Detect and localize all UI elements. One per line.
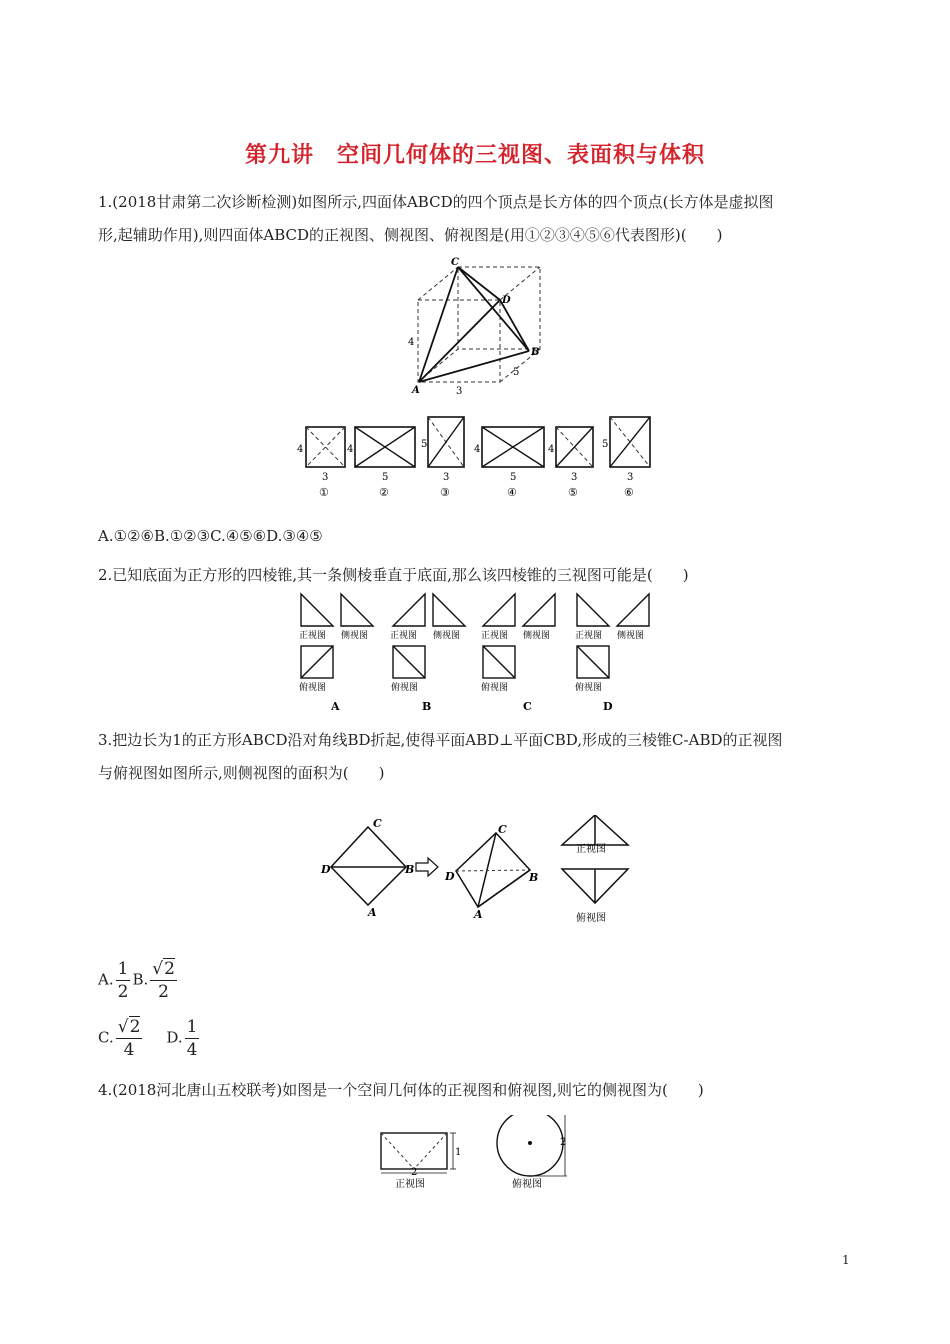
q3-fold-figure [318, 815, 638, 930]
q1-label-depth: 5 [513, 367, 520, 378]
q2-d-front-label: 正视图 [575, 631, 603, 641]
q1-view-4-bottom: 5 [510, 472, 517, 483]
q3-option-d-fraction: $\frac{1}{4}$ [186, 1017, 198, 1060]
q1-label-a: A [412, 385, 420, 396]
q3-pyramid-a: A [474, 908, 483, 921]
question-3-text [98, 724, 858, 790]
q3-front-label: 正视图 [576, 844, 606, 855]
q3-option-c-fraction: $\frac{√2}{4}$ [117, 1017, 141, 1060]
q2-b-front-label: 正视图 [390, 631, 418, 641]
q4-top-label: 俯视图 [512, 1179, 542, 1190]
q2-a-side-label: 侧视图 [341, 631, 369, 641]
q1-view-3-side: 5 [421, 439, 428, 450]
q2-c-front-label: 正视图 [481, 631, 509, 641]
q3-square-b: B [405, 863, 415, 876]
q3-options-ab [98, 958, 179, 1003]
q1-view-1-mark: ① [319, 486, 329, 499]
q3-option-d-label: D. [166, 1028, 183, 1047]
q3-option-b-label: B. [132, 970, 149, 989]
q1-options: A.①②⑥B.①②③C.④⑤⑥D.③④⑤ [98, 527, 323, 545]
q4-views-figure [375, 1115, 580, 1195]
q1-label-c: C [451, 257, 459, 268]
q2-option-c: C [523, 700, 532, 713]
q1-label-b: B [531, 347, 540, 358]
q1-label-height: 4 [408, 337, 415, 348]
q2-c-top-label: 俯视图 [481, 683, 509, 693]
q3-square-a: A [368, 906, 377, 919]
q1-view-1-side: 4 [297, 444, 304, 455]
q2-d-top-label: 俯视图 [575, 683, 603, 693]
q1-view-5-side: 4 [548, 444, 555, 455]
q1-view-3-mark: ③ [440, 486, 450, 499]
q3-square-d: D [321, 863, 331, 876]
q3-option-b-fraction: $\frac{√2}{2}$ [152, 959, 175, 1002]
q1-view-5-mark: ⑤ [568, 486, 578, 499]
q4-front-width: 2 [411, 1167, 418, 1178]
page-title: 第九讲 空间几何体的三视图、表面积与体积 [244, 142, 705, 168]
page-number: 1 [842, 1253, 850, 1267]
q3-options-cd [98, 1016, 201, 1061]
q1-view-5-bottom: 3 [571, 472, 578, 483]
question-2-text: 2.已知底面为正方形的四棱锥,其一条侧棱垂直于底面,那么该四棱锥的三视图可能是( ) [98, 566, 689, 584]
q1-label-width: 3 [456, 386, 463, 397]
q1-view-4-mark: ④ [507, 486, 517, 499]
question-1-line-1: 1.(2018甘肃第二次诊断检测)如图所示,四面体ABCD的四个顶点是长方体的四个顶点(长方体是虚拟图 [98, 193, 774, 211]
q2-option-d: D [603, 700, 613, 713]
q4-front-label: 正视图 [395, 1179, 425, 1190]
q1-view-6-mark: ⑥ [624, 486, 634, 499]
q3-option-a-fraction: $\frac{1}{2}$ [117, 959, 129, 1002]
q3-pyramid-d: D [445, 870, 455, 883]
q2-option-b: B [422, 700, 432, 713]
q2-b-top-label: 俯视图 [391, 683, 419, 693]
question-3-line-1: 3.把边长为1的正方形ABCD沿对角线BD折起,使得平面ABD⊥平面CBD,形成的三棱锥C-ABD的正视图 [98, 731, 783, 749]
q2-views-figure [295, 590, 665, 715]
question-4-text: 4.(2018河北唐山五校联考)如图是一个空间几何体的正视图和俯视图,则它的侧视图为( ) [98, 1081, 704, 1099]
q3-top-label: 俯视图 [576, 913, 606, 924]
question-3-line-2: 与俯视图如图所示,则侧视图的面积为( ) [98, 764, 385, 782]
q1-cuboid-figure [405, 255, 555, 400]
q1-view-6-side: 5 [602, 439, 609, 450]
q1-view-4-side: 4 [474, 444, 481, 455]
q4-top-diameter: 2 [560, 1137, 567, 1148]
question-1-line-2: 形,起辅助作用),则四面体ABCD的正视图、侧视图、俯视图是(用①②③④⑤⑥代表图形)( ) [98, 226, 723, 244]
q2-d-side-label: 侧视图 [617, 631, 645, 641]
q3-pyramid-b: B [529, 871, 539, 884]
q1-view-3-bottom: 3 [443, 472, 450, 483]
q3-arrow-icon [416, 858, 438, 876]
q3-option-a-label: A. [98, 970, 114, 989]
q3-option-c-label: C. [98, 1028, 114, 1047]
q1-view-2-mark: ② [379, 486, 389, 499]
q2-b-side-label: 侧视图 [433, 631, 461, 641]
q4-front-height: 1 [455, 1147, 462, 1158]
q2-option-a: A [331, 700, 340, 713]
q1-view-2-side: 4 [347, 444, 354, 455]
q1-six-views [295, 412, 665, 504]
question-1-text [98, 186, 858, 252]
q1-label-d: D [502, 295, 511, 306]
q2-c-side-label: 侧视图 [523, 631, 551, 641]
q1-view-1-bottom: 3 [322, 472, 329, 483]
q2-a-front-label: 正视图 [299, 631, 327, 641]
q1-view-6-bottom: 3 [627, 472, 634, 483]
q2-a-top-label: 俯视图 [299, 683, 327, 693]
q1-view-2-bottom: 5 [382, 472, 389, 483]
q3-pyramid-c: C [498, 823, 507, 836]
q3-square-c: C [373, 817, 382, 830]
